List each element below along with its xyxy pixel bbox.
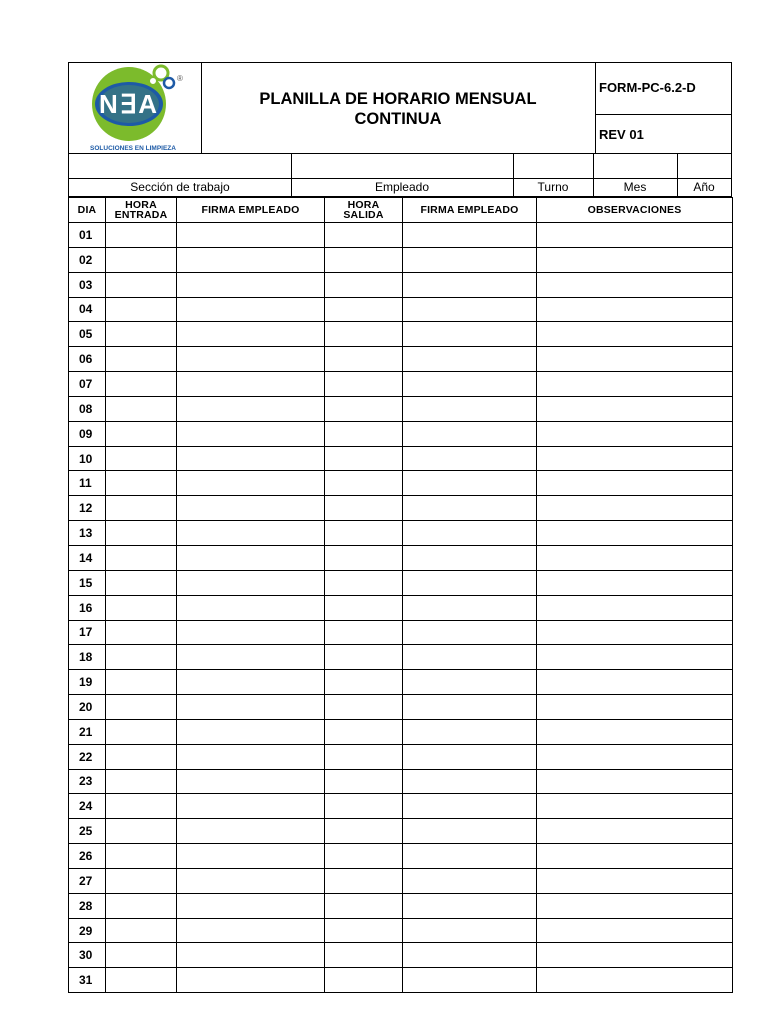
label-anio: Año — [693, 180, 715, 194]
day-number: 24 — [69, 794, 106, 819]
table-row — [69, 670, 733, 695]
hora-salida-cell[interactable] — [325, 545, 403, 570]
firma-entrada-cell[interactable] — [177, 769, 325, 794]
firma-entrada-cell[interactable] — [177, 868, 325, 893]
firma-entrada-cell[interactable] — [177, 297, 325, 322]
hora-entrada-cell[interactable] — [106, 695, 177, 720]
day-number: 17 — [69, 620, 106, 645]
hora-salida-cell[interactable] — [325, 496, 403, 521]
form-header — [68, 62, 732, 154]
hora-entrada-cell[interactable] — [106, 396, 177, 421]
firma-entrada-cell[interactable] — [177, 719, 325, 744]
hora-entrada-cell[interactable] — [106, 719, 177, 744]
hora-entrada-cell[interactable] — [106, 372, 177, 397]
firma-entrada-cell[interactable] — [177, 347, 325, 372]
firma-salida-cell[interactable] — [403, 819, 537, 844]
day-number: 13 — [69, 521, 106, 546]
observaciones-cell[interactable] — [537, 521, 733, 546]
table-row — [69, 893, 733, 918]
firma-salida-cell[interactable] — [403, 695, 537, 720]
firma-entrada-cell[interactable] — [177, 670, 325, 695]
firma-entrada-cell[interactable] — [177, 918, 325, 943]
hora-salida-cell[interactable] — [325, 223, 403, 248]
col-observaciones: OBSERVACIONES — [537, 198, 733, 223]
hora-salida-cell[interactable] — [325, 819, 403, 844]
table-row — [69, 247, 733, 272]
firma-salida-cell[interactable] — [403, 968, 537, 993]
hora-salida-cell[interactable] — [325, 844, 403, 869]
firma-salida-cell[interactable] — [403, 496, 537, 521]
hora-salida-cell[interactable] — [325, 645, 403, 670]
day-number: 19 — [69, 670, 106, 695]
observaciones-cell[interactable] — [537, 471, 733, 496]
info-fields — [68, 154, 732, 197]
table-row — [69, 297, 733, 322]
hora-salida-cell[interactable] — [325, 918, 403, 943]
label-empleado: Empleado — [374, 180, 430, 194]
observaciones-cell[interactable] — [537, 769, 733, 794]
firma-salida-cell[interactable] — [403, 396, 537, 421]
form-sheet — [68, 62, 732, 993]
hora-entrada-cell[interactable] — [106, 297, 177, 322]
table-row — [69, 521, 733, 546]
firma-salida-cell[interactable] — [403, 545, 537, 570]
hora-salida-cell[interactable] — [325, 570, 403, 595]
hora-salida-cell[interactable] — [325, 695, 403, 720]
observaciones-cell[interactable] — [537, 496, 733, 521]
table-row — [69, 968, 733, 993]
firma-salida-cell[interactable] — [403, 272, 537, 297]
hora-entrada-cell[interactable] — [106, 347, 177, 372]
firma-entrada-cell[interactable] — [177, 744, 325, 769]
firma-entrada-cell[interactable] — [177, 893, 325, 918]
day-number: 26 — [69, 844, 106, 869]
table-row — [69, 819, 733, 844]
hora-salida-cell[interactable] — [325, 769, 403, 794]
firma-entrada-cell[interactable] — [177, 695, 325, 720]
day-number: 14 — [69, 545, 106, 570]
observaciones-cell[interactable] — [537, 322, 733, 347]
hora-salida-cell[interactable] — [325, 372, 403, 397]
observaciones-cell[interactable] — [537, 620, 733, 645]
firma-entrada-cell[interactable] — [177, 421, 325, 446]
day-number: 10 — [69, 446, 106, 471]
hora-entrada-cell[interactable] — [106, 794, 177, 819]
col-dia: DIA — [69, 198, 106, 223]
firma-entrada-cell[interactable] — [177, 272, 325, 297]
observaciones-cell[interactable] — [537, 570, 733, 595]
hora-entrada-cell[interactable] — [106, 620, 177, 645]
observaciones-cell[interactable] — [537, 819, 733, 844]
hora-entrada-cell[interactable] — [106, 223, 177, 248]
table-row — [69, 769, 733, 794]
day-number: 25 — [69, 819, 106, 844]
firma-salida-cell[interactable] — [403, 372, 537, 397]
day-number: 21 — [69, 719, 106, 744]
day-number: 29 — [69, 918, 106, 943]
firma-entrada-cell[interactable] — [177, 968, 325, 993]
title-line-2: CONTINUA — [354, 110, 442, 128]
form-code: FORM-PC-6.2-D — [595, 63, 731, 115]
firma-salida-cell[interactable] — [403, 744, 537, 769]
hora-entrada-cell[interactable] — [106, 819, 177, 844]
firma-salida-cell[interactable] — [403, 347, 537, 372]
hora-salida-cell[interactable] — [325, 893, 403, 918]
table-row — [69, 545, 733, 570]
firma-salida-cell[interactable] — [403, 247, 537, 272]
firma-entrada-cell[interactable] — [177, 521, 325, 546]
hora-entrada-cell[interactable] — [106, 446, 177, 471]
day-number: 27 — [69, 868, 106, 893]
day-number: 05 — [69, 322, 106, 347]
hora-entrada-cell[interactable] — [106, 670, 177, 695]
hora-salida-cell[interactable] — [325, 794, 403, 819]
hora-entrada-cell[interactable] — [106, 272, 177, 297]
hora-salida-cell[interactable] — [325, 719, 403, 744]
firma-salida-cell[interactable] — [403, 893, 537, 918]
hora-entrada-cell[interactable] — [106, 943, 177, 968]
hora-salida-cell[interactable] — [325, 247, 403, 272]
hora-entrada-cell[interactable] — [106, 471, 177, 496]
hora-entrada-cell[interactable] — [106, 868, 177, 893]
hora-salida-cell[interactable] — [325, 396, 403, 421]
day-number: 02 — [69, 247, 106, 272]
hora-salida-cell[interactable] — [325, 670, 403, 695]
firma-salida-cell[interactable] — [403, 446, 537, 471]
observaciones-cell[interactable] — [537, 918, 733, 943]
table-row — [69, 595, 733, 620]
observaciones-cell[interactable] — [537, 670, 733, 695]
firma-entrada-cell[interactable] — [177, 446, 325, 471]
hora-entrada-cell[interactable] — [106, 744, 177, 769]
firma-salida-cell[interactable] — [403, 570, 537, 595]
day-number: 04 — [69, 297, 106, 322]
hora-entrada-cell[interactable] — [106, 595, 177, 620]
firma-entrada-cell[interactable] — [177, 496, 325, 521]
day-number: 11 — [69, 471, 106, 496]
hora-entrada-cell[interactable] — [106, 496, 177, 521]
logo-cell — [69, 63, 202, 153]
firma-salida-cell[interactable] — [403, 719, 537, 744]
hora-salida-cell[interactable] — [325, 968, 403, 993]
day-number: 01 — [69, 223, 106, 248]
firma-entrada-cell[interactable] — [177, 545, 325, 570]
hora-salida-cell[interactable] — [325, 297, 403, 322]
day-number: 08 — [69, 396, 106, 421]
firma-salida-cell[interactable] — [403, 868, 537, 893]
table-row — [69, 695, 733, 720]
day-number: 09 — [69, 421, 106, 446]
table-row — [69, 719, 733, 744]
table-row — [69, 844, 733, 869]
table-row — [69, 744, 733, 769]
firma-salida-cell[interactable] — [403, 322, 537, 347]
observaciones-cell[interactable] — [537, 396, 733, 421]
day-number: 16 — [69, 595, 106, 620]
title-cell — [201, 63, 596, 153]
firma-entrada-cell[interactable] — [177, 819, 325, 844]
table-row — [69, 347, 733, 372]
firma-salida-cell[interactable] — [403, 769, 537, 794]
hora-entrada-cell[interactable] — [106, 918, 177, 943]
observaciones-cell[interactable] — [537, 695, 733, 720]
firma-entrada-cell[interactable] — [177, 794, 325, 819]
table-row — [69, 620, 733, 645]
firma-salida-cell[interactable] — [403, 943, 537, 968]
firma-entrada-cell[interactable] — [177, 620, 325, 645]
table-row — [69, 421, 733, 446]
firma-entrada-cell[interactable] — [177, 223, 325, 248]
registered-mark: ® — [177, 74, 183, 83]
hora-entrada-cell[interactable] — [106, 521, 177, 546]
observaciones-cell[interactable] — [537, 943, 733, 968]
observaciones-cell[interactable] — [537, 372, 733, 397]
hora-salida-cell[interactable] — [325, 446, 403, 471]
firma-entrada-cell[interactable] — [177, 471, 325, 496]
table-row — [69, 372, 733, 397]
observaciones-cell[interactable] — [537, 893, 733, 918]
label-mes: Mes — [623, 180, 647, 194]
schedule-table — [68, 197, 733, 993]
firma-salida-cell[interactable] — [403, 471, 537, 496]
observaciones-cell[interactable] — [537, 347, 733, 372]
company-logo — [69, 63, 201, 153]
table-row — [69, 794, 733, 819]
hora-salida-cell[interactable] — [325, 322, 403, 347]
observaciones-cell[interactable] — [537, 968, 733, 993]
hora-entrada-cell[interactable] — [106, 893, 177, 918]
observaciones-cell[interactable] — [537, 223, 733, 248]
observaciones-cell[interactable] — [537, 247, 733, 272]
day-number: 31 — [69, 968, 106, 993]
table-row — [69, 645, 733, 670]
firma-salida-cell[interactable] — [403, 297, 537, 322]
day-number: 03 — [69, 272, 106, 297]
day-number: 18 — [69, 645, 106, 670]
logo-tagline: SOLUCIONES EN LIMPIEZA — [90, 145, 176, 152]
observaciones-cell[interactable] — [537, 595, 733, 620]
firma-entrada-cell[interactable] — [177, 396, 325, 421]
observaciones-cell[interactable] — [537, 744, 733, 769]
observaciones-cell[interactable] — [537, 446, 733, 471]
firma-entrada-cell[interactable] — [177, 247, 325, 272]
col-hora-salida: HORA SALIDA — [325, 198, 403, 223]
day-number: 20 — [69, 695, 106, 720]
day-number: 15 — [69, 570, 106, 595]
hora-salida-cell[interactable] — [325, 421, 403, 446]
observaciones-cell[interactable] — [537, 297, 733, 322]
day-number: 07 — [69, 372, 106, 397]
firma-salida-cell[interactable] — [403, 670, 537, 695]
info-label-row — [69, 179, 731, 196]
firma-entrada-cell[interactable] — [177, 570, 325, 595]
label-seccion: Sección de trabajo — [130, 180, 230, 194]
firma-entrada-cell[interactable] — [177, 645, 325, 670]
form-title — [259, 87, 536, 129]
table-row — [69, 396, 733, 421]
col-hora-entrada: HORA ENTRADA — [106, 198, 177, 223]
hora-salida-cell[interactable] — [325, 943, 403, 968]
firma-salida-cell[interactable] — [403, 223, 537, 248]
hora-salida-cell[interactable] — [325, 471, 403, 496]
day-number: 12 — [69, 496, 106, 521]
table-header-row — [69, 198, 733, 223]
observaciones-cell[interactable] — [537, 844, 733, 869]
day-number: 28 — [69, 893, 106, 918]
table-row — [69, 223, 733, 248]
observaciones-cell[interactable] — [537, 421, 733, 446]
firma-salida-cell[interactable] — [403, 421, 537, 446]
hora-salida-cell[interactable] — [325, 620, 403, 645]
info-input-row[interactable] — [69, 154, 731, 179]
col-firma-salida: FIRMA EMPLEADO — [403, 198, 537, 223]
hora-entrada-cell[interactable] — [106, 570, 177, 595]
table-row — [69, 322, 733, 347]
hora-entrada-cell[interactable] — [106, 645, 177, 670]
hora-salida-cell[interactable] — [325, 595, 403, 620]
title-line-1: PLANILLA DE HORARIO MENSUAL — [259, 90, 537, 108]
hora-entrada-cell[interactable] — [106, 247, 177, 272]
firma-entrada-cell[interactable] — [177, 595, 325, 620]
firma-salida-cell[interactable] — [403, 645, 537, 670]
hora-entrada-cell[interactable] — [106, 421, 177, 446]
firma-salida-cell[interactable] — [403, 521, 537, 546]
hora-salida-cell[interactable] — [325, 272, 403, 297]
firma-salida-cell[interactable] — [403, 844, 537, 869]
hora-entrada-cell[interactable] — [106, 844, 177, 869]
col-firma-entrada: FIRMA EMPLEADO — [177, 198, 325, 223]
table-row — [69, 918, 733, 943]
table-row — [69, 471, 733, 496]
firma-entrada-cell[interactable] — [177, 844, 325, 869]
observaciones-cell[interactable] — [537, 272, 733, 297]
day-number: 06 — [69, 347, 106, 372]
hora-entrada-cell[interactable] — [106, 322, 177, 347]
firma-salida-cell[interactable] — [403, 595, 537, 620]
hora-entrada-cell[interactable] — [106, 968, 177, 993]
logo-letters: N∃A — [99, 89, 159, 119]
observaciones-cell[interactable] — [537, 868, 733, 893]
day-number: 30 — [69, 943, 106, 968]
table-row — [69, 272, 733, 297]
day-number: 23 — [69, 769, 106, 794]
observaciones-cell[interactable] — [537, 545, 733, 570]
hora-entrada-cell[interactable] — [106, 545, 177, 570]
firma-entrada-cell[interactable] — [177, 372, 325, 397]
table-row — [69, 496, 733, 521]
firma-entrada-cell[interactable] — [177, 943, 325, 968]
table-row — [69, 570, 733, 595]
revision: REV 01 — [599, 127, 644, 142]
hora-salida-cell[interactable] — [325, 868, 403, 893]
hora-entrada-cell[interactable] — [106, 769, 177, 794]
observaciones-cell[interactable] — [537, 645, 733, 670]
firma-salida-cell[interactable] — [403, 918, 537, 943]
label-turno: Turno — [537, 180, 569, 194]
table-row — [69, 943, 733, 968]
firma-entrada-cell[interactable] — [177, 322, 325, 347]
firma-salida-cell[interactable] — [403, 620, 537, 645]
firma-salida-cell[interactable] — [403, 794, 537, 819]
observaciones-cell[interactable] — [537, 719, 733, 744]
hora-salida-cell[interactable] — [325, 347, 403, 372]
observaciones-cell[interactable] — [537, 794, 733, 819]
table-row — [69, 446, 733, 471]
day-number: 22 — [69, 744, 106, 769]
hora-salida-cell[interactable] — [325, 744, 403, 769]
table-row — [69, 868, 733, 893]
hora-salida-cell[interactable] — [325, 521, 403, 546]
